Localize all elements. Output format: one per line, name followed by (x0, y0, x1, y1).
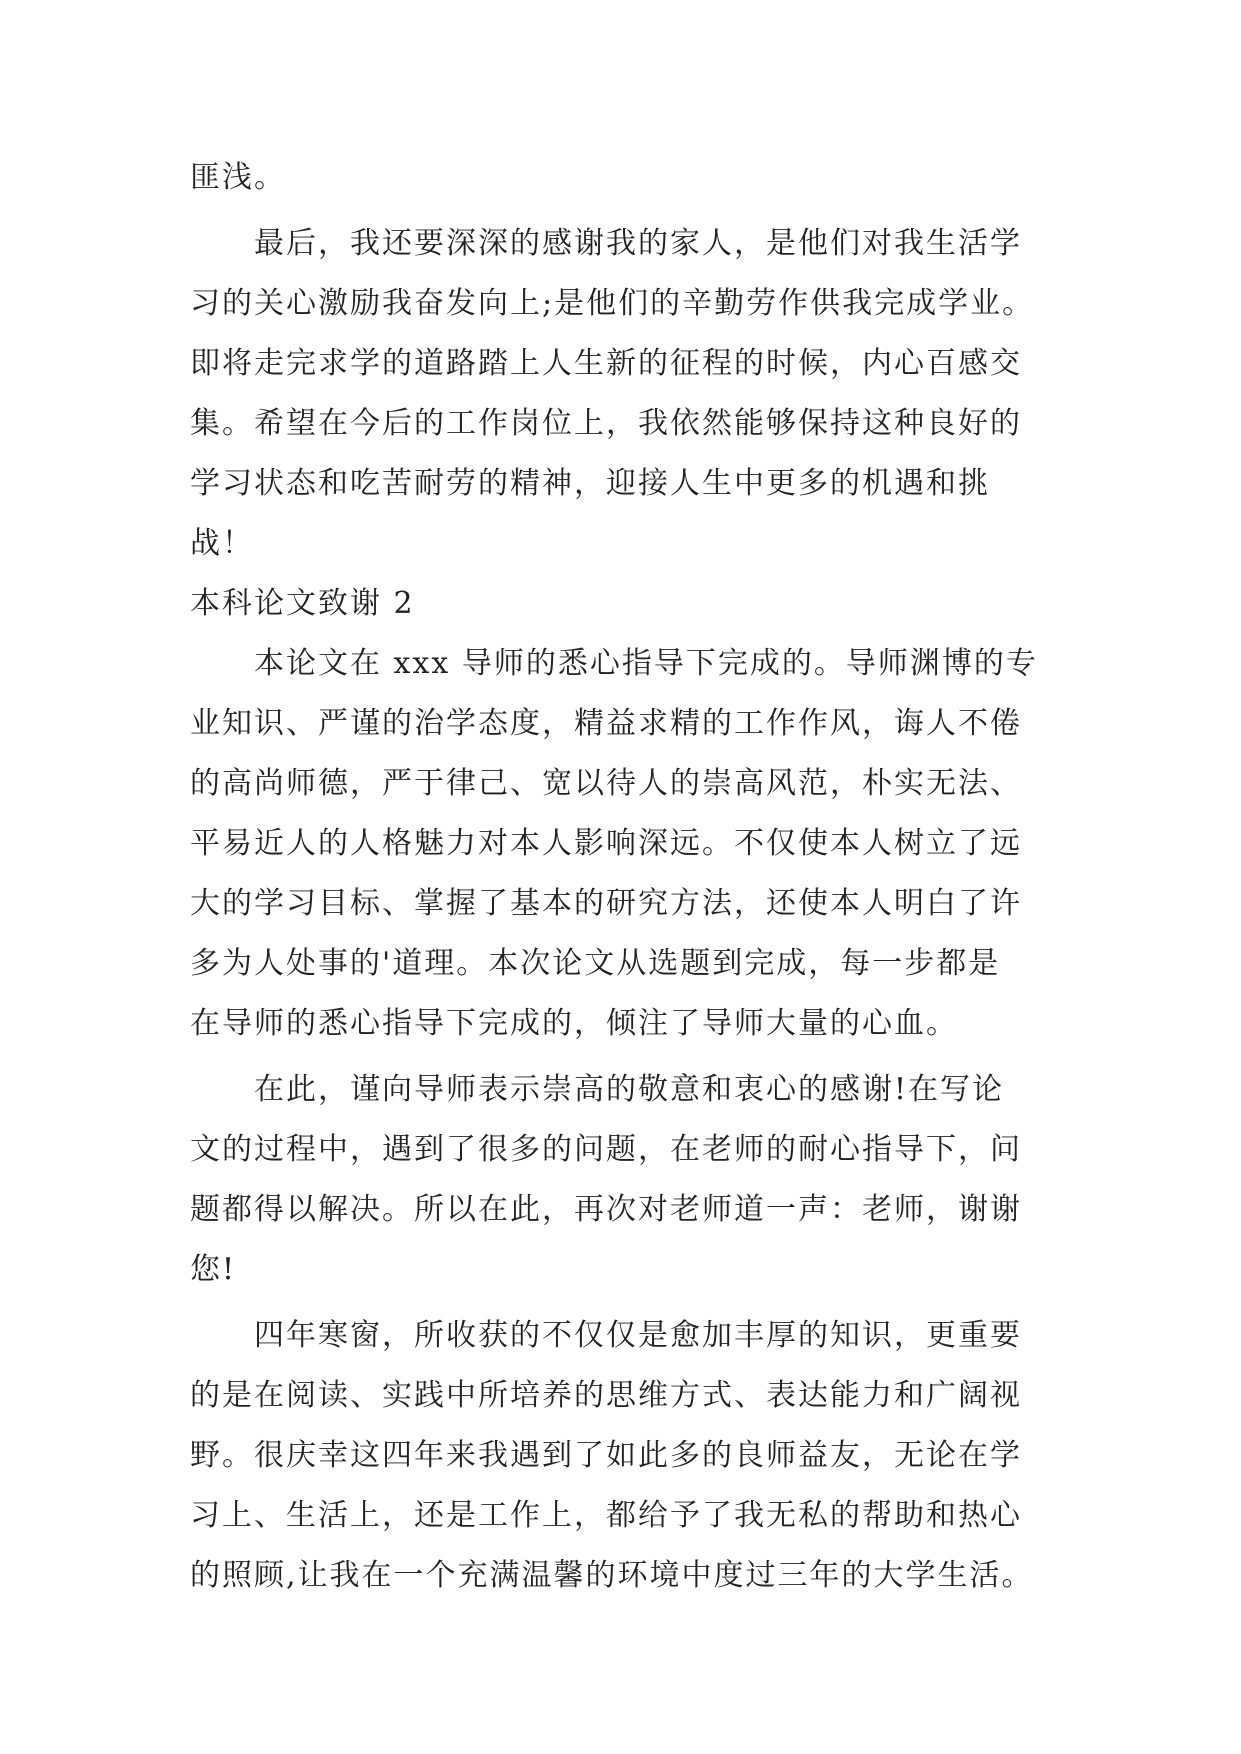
paragraph-line: 大的学习目标、掌握了基本的研究方法，还使本人明白了许 (190, 886, 1022, 921)
paragraph-line: 的照顾,让我在一个充满温馨的环境中度过三年的大学生活。 (190, 1558, 1034, 1593)
paragraph-line: 在导师的悉心指导下完成的，倾注了导师大量的心血。 (190, 1006, 958, 1041)
paragraph-line: 本论文在 xxx 导师的悉心指导下完成的。导师渊博的专 (254, 646, 1038, 681)
paragraph-line: 集。希望在今后的工作岗位上，我依然能够保持这种良好的 (190, 406, 1022, 441)
paragraph-line: 的高尚师德，严于律己、宽以待人的崇高风范，朴实无法、 (190, 766, 1022, 801)
paragraph-line: 平易近人的人格魅力对本人影响深远。不仅使本人树立了远 (190, 826, 1022, 861)
paragraph-line: 战！ (190, 526, 254, 561)
section-heading: 本科论文致谢 2 (190, 586, 415, 621)
paragraph-line: 即将走完求学的道路踏上人生新的征程的时候，内心百感交 (190, 346, 1022, 381)
paragraph-line: 学习状态和吃苦耐劳的精神，迎接人生中更多的机遇和挑 (190, 466, 990, 501)
paragraph-line: 野。很庆幸这四年来我遇到了如此多的良师益友，无论在学 (190, 1438, 1022, 1473)
paragraph-line: 在此，谨向导师表示崇高的敬意和衷心的感谢!在写论 (254, 1072, 1005, 1107)
paragraph-line: 习的关心激励我奋发向上;是他们的辛勤劳作供我完成学业。 (190, 286, 1035, 321)
paragraph-line: 文的过程中，遇到了很多的问题，在老师的耐心指导下，问 (190, 1132, 1022, 1167)
paragraph-line: 您! (190, 1252, 237, 1287)
paragraph-line: 最后，我还要深深的感谢我的家人，是他们对我生活学 (254, 226, 1022, 261)
document-body (190, 148, 1070, 1606)
paragraph-line: 题都得以解决。所以在此，再次对老师道一声：老师，谢谢 (190, 1192, 1022, 1227)
paragraph-line: 业知识、严谨的治学态度，精益求精的工作作风，诲人不倦 (190, 706, 1022, 741)
paragraph-line: 匪浅。 (190, 160, 286, 195)
paragraph-line: 多为人处事的'道理。本次论文从选题到完成，每一步都是 (190, 946, 1001, 981)
paragraph-line: 的是在阅读、实践中所培养的思维方式、表达能力和广阔视 (190, 1378, 1022, 1413)
paragraph-line: 习上、生活上，还是工作上，都给予了我无私的帮助和热心 (190, 1498, 1022, 1533)
paragraph-line: 四年寒窗，所收获的不仅仅是愈加丰厚的知识，更重要 (254, 1318, 1022, 1353)
